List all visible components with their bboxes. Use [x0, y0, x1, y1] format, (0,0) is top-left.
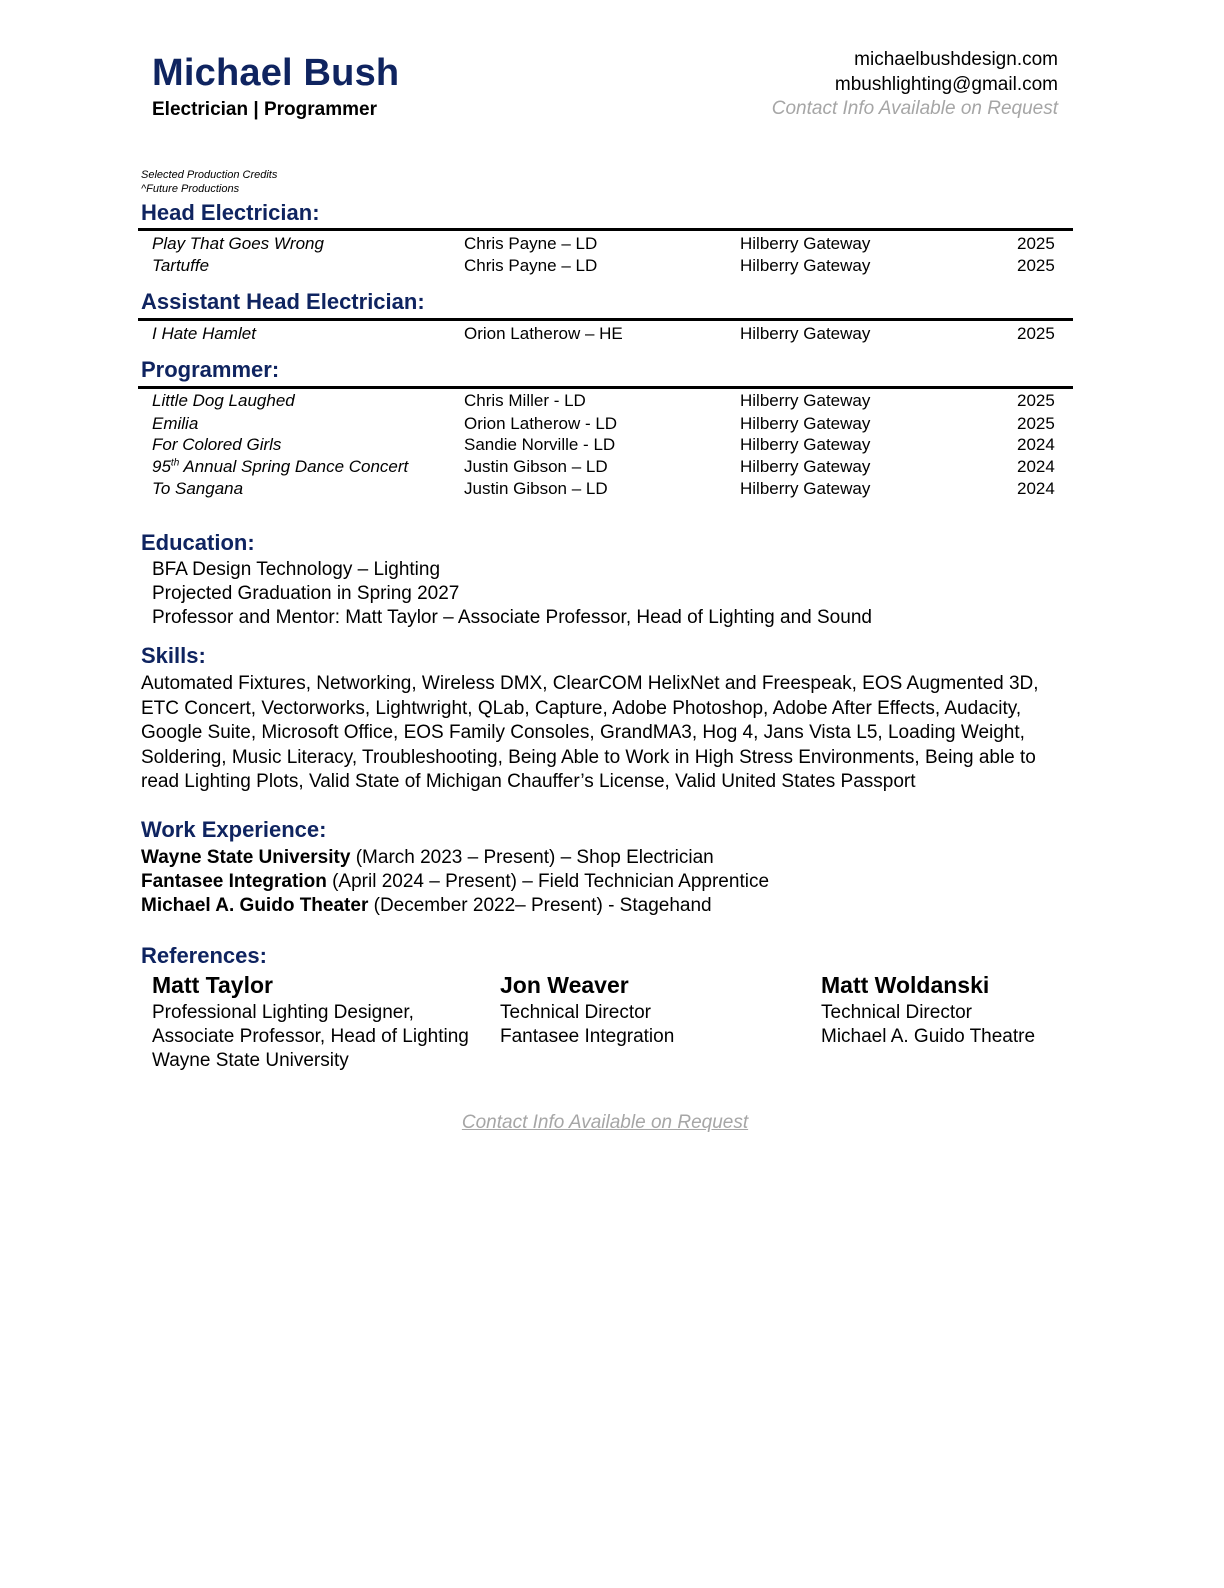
designer: Chris Payne – LD	[464, 256, 598, 275]
work-employer: Fantasee Integration	[141, 871, 327, 892]
designer: Justin Gibson – LD	[464, 457, 608, 476]
year: 2025	[1017, 414, 1055, 433]
designer: Orion Latherow - LD	[464, 414, 618, 433]
candidate-title: Electrician | Programmer	[152, 99, 377, 120]
reference-line: Michael A. Guido Theatre	[821, 1026, 1036, 1047]
work-detail: (March 2023 – Present) – Shop Electrician	[350, 847, 714, 868]
section-rule	[138, 228, 1073, 231]
designer: Sandie Norville - LD	[464, 435, 616, 454]
reference-name: Jon Weaver	[500, 972, 629, 998]
show-title: Tartuffe	[152, 256, 210, 275]
year: 2024	[1017, 457, 1055, 476]
work-item	[141, 895, 712, 917]
year: 2025	[1017, 324, 1055, 343]
venue: Hilberry Gateway	[740, 391, 871, 410]
show-title	[152, 457, 408, 477]
section-heading-programmer: Programmer:	[141, 357, 280, 382]
section-rule	[138, 386, 1073, 389]
venue: Hilberry Gateway	[740, 234, 871, 253]
section-rule	[138, 318, 1073, 321]
reference-name: Matt Taylor	[152, 972, 273, 998]
selected-credits-note: Selected Production Credits	[141, 169, 278, 181]
section-heading-skills: Skills:	[141, 643, 206, 668]
section-heading-head-electrician: Head Electrician:	[141, 200, 320, 225]
show-title: Emilia	[152, 414, 199, 433]
reference-name: Matt Woldanski	[821, 972, 990, 998]
contact-note: Contact Info Available on Request	[771, 98, 1058, 119]
future-productions-note: ^Future Productions	[141, 183, 240, 195]
year: 2025	[1017, 391, 1055, 410]
reference-line: Technical Director	[821, 1002, 972, 1023]
reference-line: Wayne State University	[152, 1050, 349, 1071]
work-detail: (December 2022– Present) - Stagehand	[368, 895, 712, 916]
education-mentor: Professor and Mentor: Matt Taylor – Associate Professor, Head of Lighting and Sound	[152, 607, 872, 628]
year: 2024	[1017, 479, 1055, 498]
show-title: For Colored Girls	[152, 435, 282, 454]
section-heading-work-experience: Work Experience:	[141, 817, 327, 842]
reference-line: Professional Lighting Designer,	[152, 1002, 414, 1023]
work-detail: (April 2024 – Present) – Field Technician Apprentice	[326, 871, 770, 892]
reference-line: Associate Professor, Head of Lighting	[152, 1026, 469, 1047]
year: 2025	[1017, 256, 1055, 275]
show-title: I Hate Hamlet	[152, 324, 256, 343]
work-employer: Michael A. Guido Theater	[141, 895, 369, 916]
email-link[interactable]: mbushlighting@gmail.com	[834, 74, 1058, 95]
venue: Hilberry Gateway	[740, 324, 871, 343]
show-title-number: 95	[152, 457, 171, 476]
candidate-name: Michael Bush	[152, 52, 400, 94]
venue: Hilberry Gateway	[740, 435, 871, 454]
show-title: Little Dog Laughed	[152, 391, 295, 410]
work-item	[141, 871, 769, 893]
work-item	[141, 847, 714, 869]
venue: Hilberry Gateway	[740, 256, 871, 275]
show-title: Play That Goes Wrong	[152, 234, 324, 253]
venue: Hilberry Gateway	[740, 479, 871, 498]
show-title-ordinal: th	[170, 457, 180, 469]
show-title-rest: Annual Spring Dance Concert	[179, 457, 409, 476]
designer: Chris Miller - LD	[464, 391, 586, 410]
education-degree: BFA Design Technology – Lighting	[152, 559, 441, 580]
show-title: To Sangana	[152, 479, 244, 498]
work-employer: Wayne State University	[141, 847, 351, 868]
website-link[interactable]: michaelbushdesign.com	[854, 49, 1058, 70]
section-heading-education: Education:	[141, 530, 255, 555]
education-graduation: Projected Graduation in Spring 2027	[152, 583, 460, 604]
footer-contact-note[interactable]: Contact Info Available on Request	[461, 1112, 749, 1133]
reference-line: Fantasee Integration	[500, 1026, 675, 1047]
designer: Orion Latherow – HE	[464, 324, 623, 343]
reference-line: Technical Director	[500, 1002, 651, 1023]
designer: Justin Gibson – LD	[464, 479, 608, 498]
designer: Chris Payne – LD	[464, 234, 598, 253]
venue: Hilberry Gateway	[740, 414, 871, 433]
venue: Hilberry Gateway	[740, 457, 871, 476]
section-heading-references: References:	[141, 943, 267, 968]
section-heading-assistant-head-electrician: Assistant Head Electrician:	[141, 289, 425, 314]
skills-list: Automated Fixtures, Networking, Wireless DMX, ClearCOM HelixNet and Freespeak, EOS Augmented 3D, ETC Concert, Vectorworks, Lightwright, QLab, Capture, Adobe Photoshop, Adobe After Effects, Audacity, Google Suite, Microsoft Office, EOS Family Consoles, GrandMA3, Hog 4, Jans Vista L5, Loading Weight, Soldering, Music Literacy, Troubleshooting, Being Able to Work in High Stress Environments, Being able to read Lighting Plots, Valid State of Michigan Chauffer’s License, Valid United States Passport	[141, 673, 1039, 792]
year: 2025	[1017, 234, 1055, 253]
year: 2024	[1017, 435, 1055, 454]
